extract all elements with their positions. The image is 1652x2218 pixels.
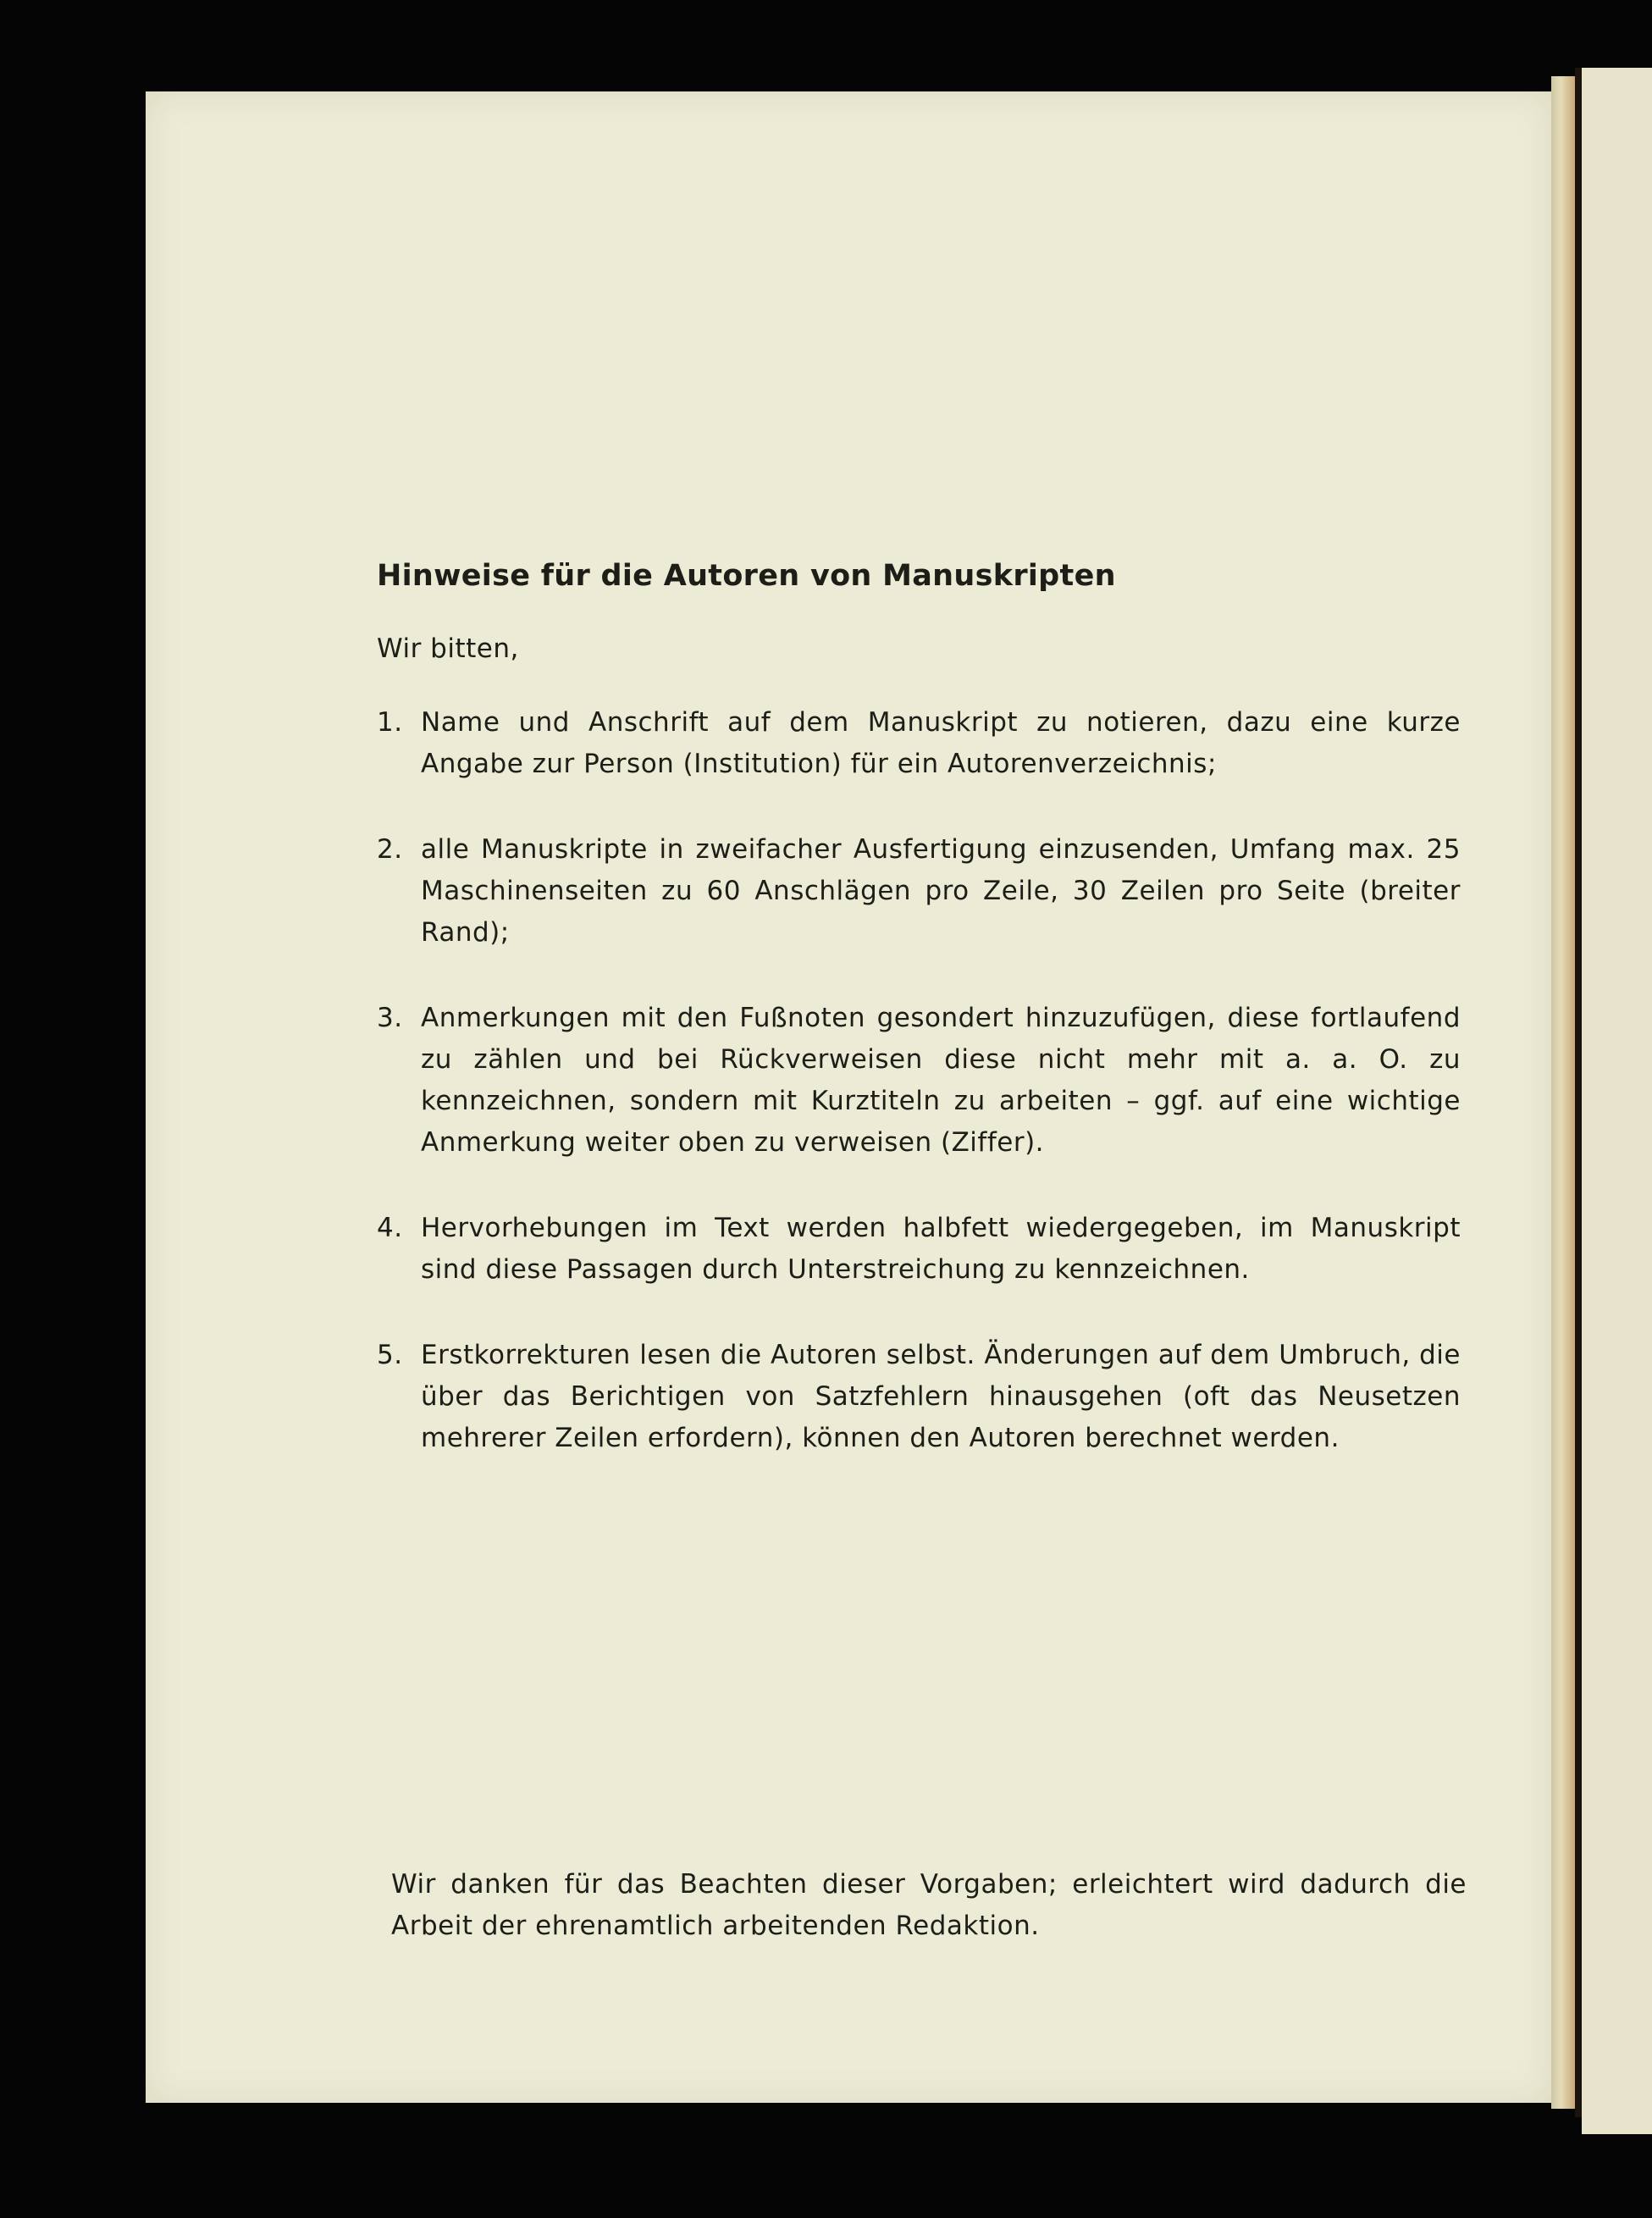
- adjacent-page-edge: [1582, 68, 1652, 2134]
- spine-shadow: [1575, 68, 1582, 2117]
- list-item: [377, 829, 1461, 954]
- list-item: [377, 702, 1461, 785]
- list-item: [377, 1208, 1461, 1291]
- item-text: alle Manuskripte in zweifacher Ausfertigung einzusenden, Umfang max. 25 Maschinenseiten zu 60 Anschlägen pro Zeile, 30 Zeilen pro Seite (breiter Rand);: [421, 834, 1461, 948]
- item-number: 1.: [377, 707, 403, 738]
- item-text: Hervorhebungen im Text werden halbfett wiedergegeben, im Manuskript sind diese Passagen durch Unterstreichung zu kennzeichnen.: [421, 1213, 1461, 1285]
- item-text: Anmerkungen mit den Fußnoten gesondert hinzuzufügen, diese fortlaufend zu zählen und bei Rückverweisen diese nicht mehr mit a. a. O. zu kennzeichnen, sondern mit Kurztiteln zu arbeiten – ggf. auf eine wichtige Anmerkung weiter oben zu verweisen (Ziffer).: [421, 1003, 1461, 1158]
- list-item: [377, 998, 1461, 1164]
- item-number: 3.: [377, 1003, 403, 1033]
- item-number: 5.: [377, 1340, 403, 1370]
- item-number: 4.: [377, 1213, 403, 1243]
- item-number: 2.: [377, 834, 403, 865]
- book-spine: [1551, 76, 1575, 2109]
- item-text: Name und Anschrift auf dem Manuskript zu notieren, dazu eine kurze Angabe zur Person (Institution) für ein Autorenverzeichnis;: [421, 707, 1461, 779]
- list-item: [377, 1335, 1461, 1459]
- instruction-list: [377, 702, 1461, 1459]
- item-text: Erstkorrekturen lesen die Autoren selbst. Änderungen auf dem Umbruch, die über das Berichtigen von Satzfehlern hinausgehen (oft das Neusetzen mehrerer Zeilen erfordern), können den Autoren berechnet werden.: [421, 1340, 1461, 1453]
- intro-text: Wir bitten,: [377, 633, 519, 664]
- document-title: Hinweise für die Autoren von Manuskripten: [377, 559, 1116, 593]
- instructions-section: [377, 559, 1461, 1503]
- closing-paragraph: Wir danken für das Beachten dieser Vorgaben; erleichtert wird dadurch die Arbeit der ehrenamtlich arbeitenden Redaktion.: [391, 1869, 1467, 1941]
